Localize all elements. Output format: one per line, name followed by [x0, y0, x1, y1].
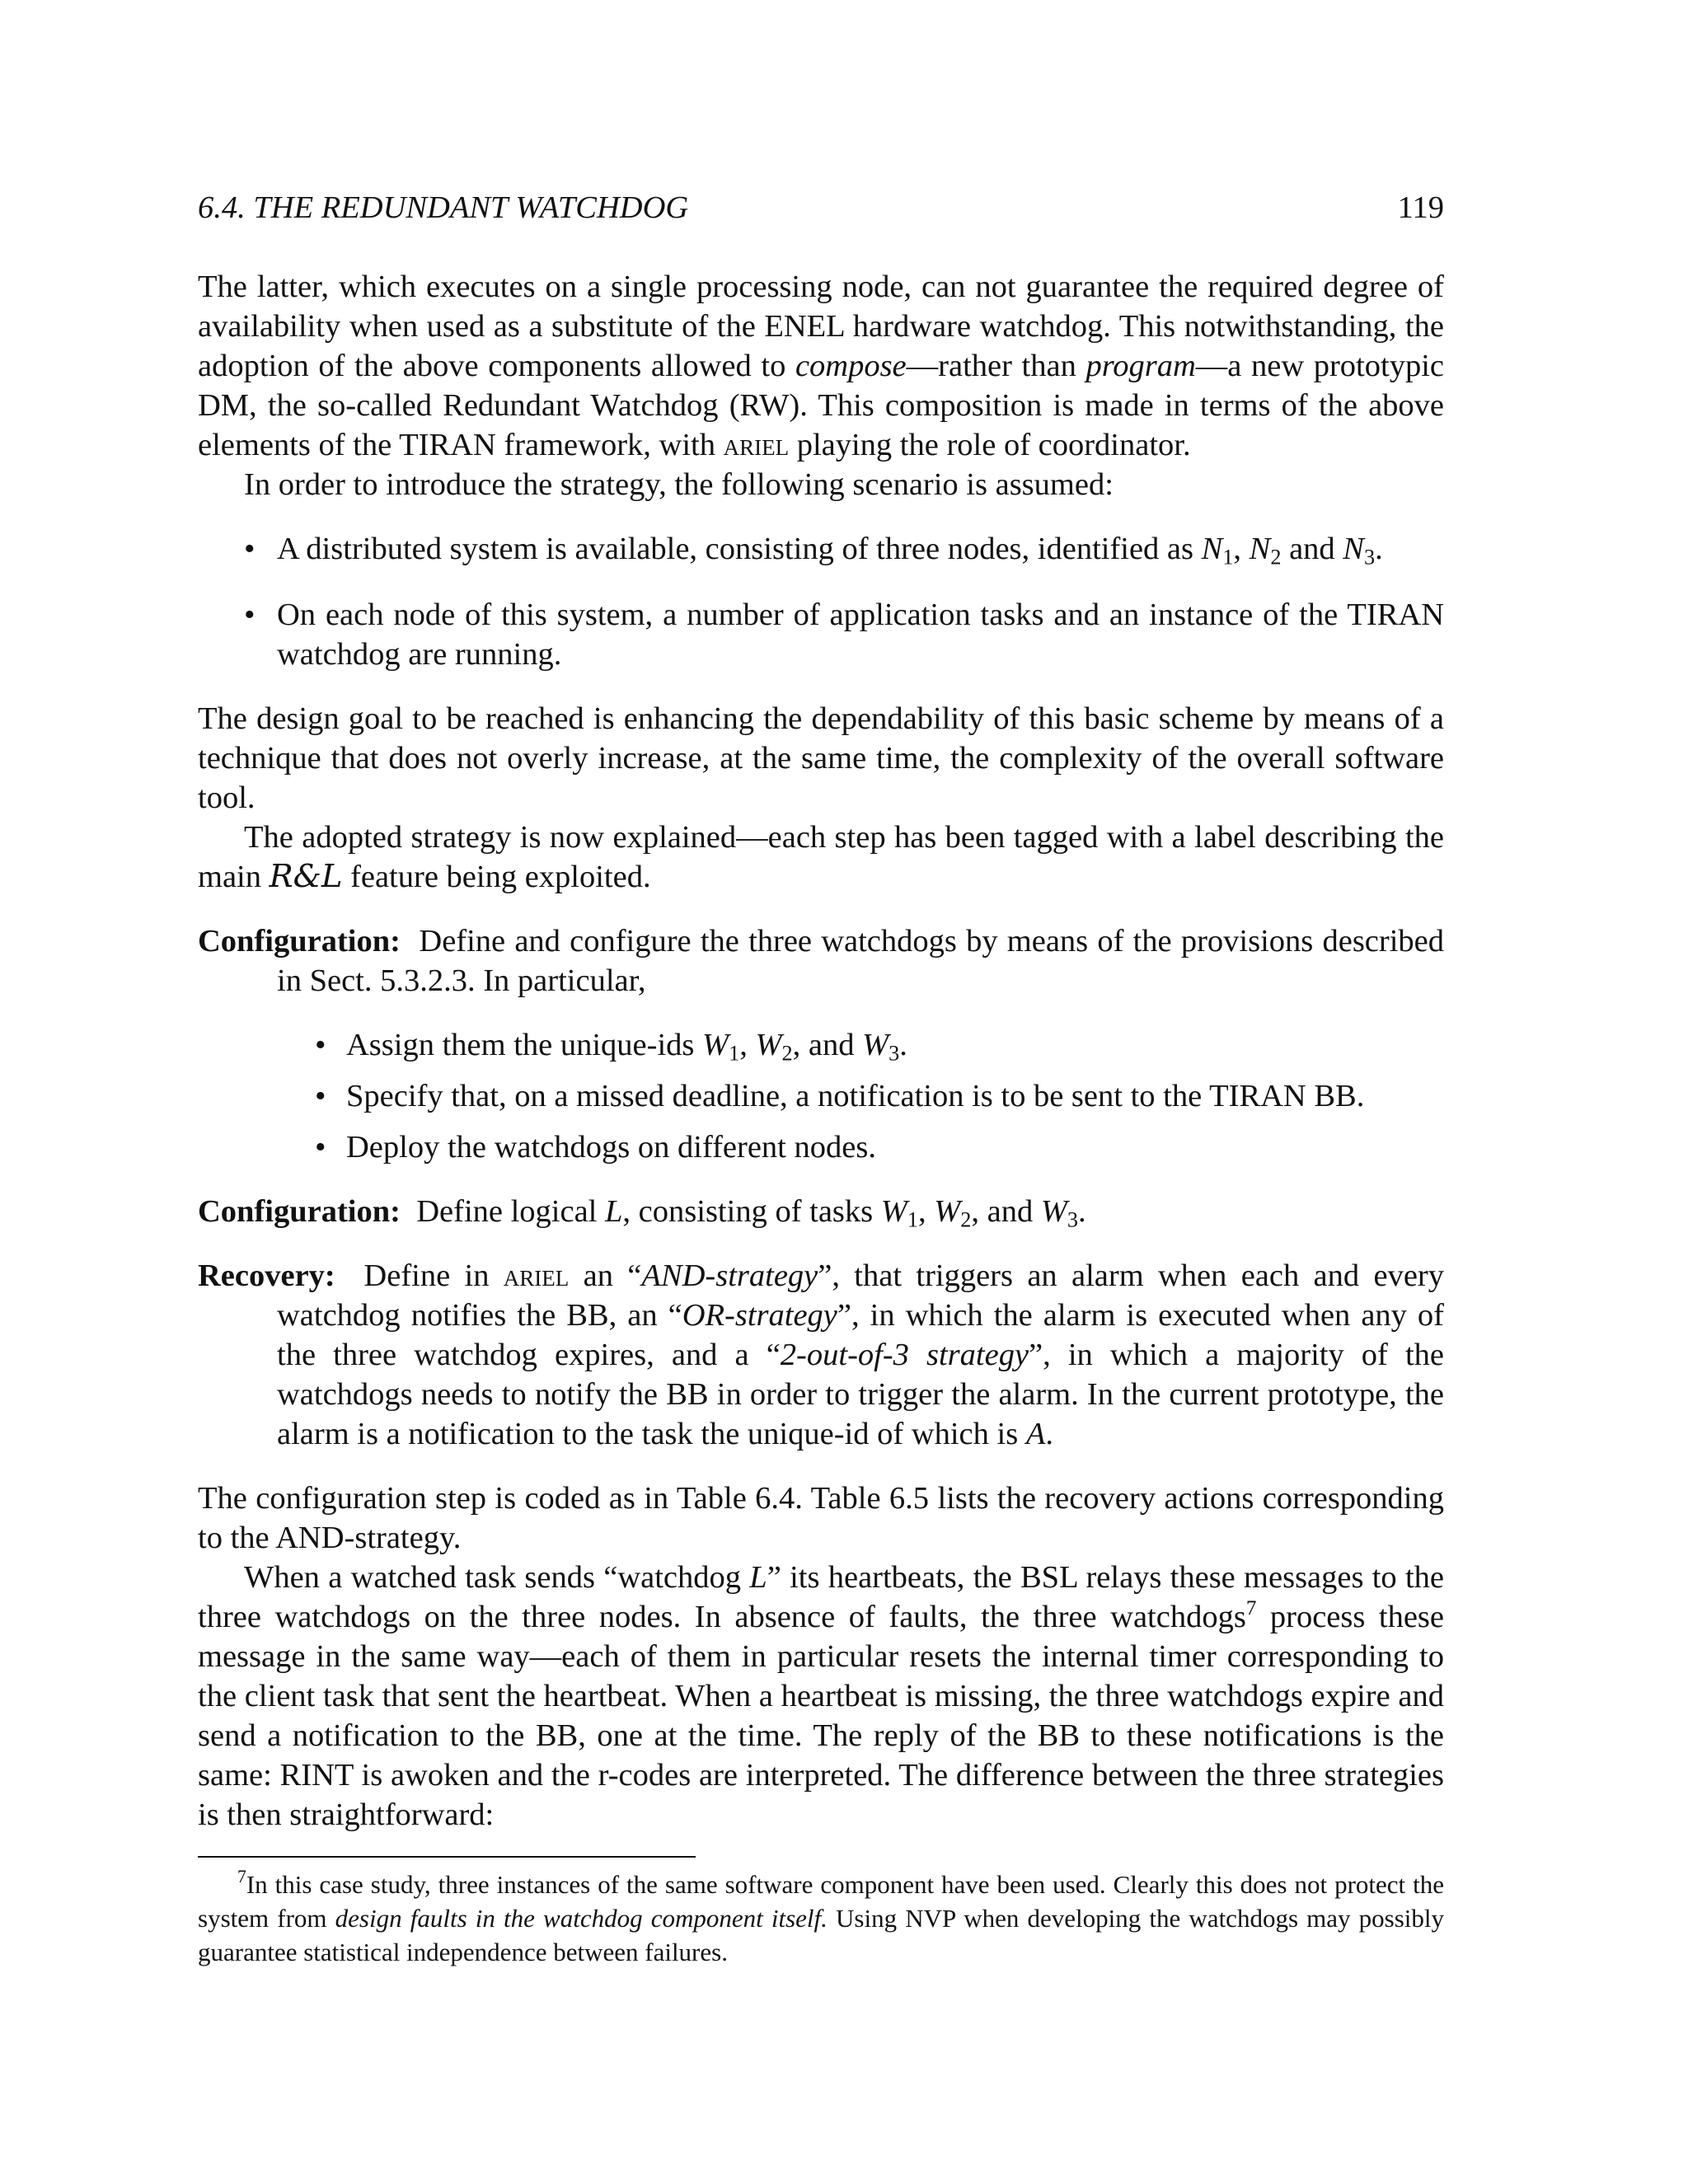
list-item: • Assign them the unique-ids $W_1$, $W_2$, and $W_3$. [198, 1025, 1444, 1065]
paragraph-scenario-intro: In order to introduce the strategy, the following scenario is assumed: [244, 467, 1114, 502]
list-item: • Deploy the watchdogs on different nodes. [198, 1127, 1444, 1167]
footnote-divider [198, 1856, 696, 1858]
page [198, 188, 1444, 1969]
paragraph-intro: The latter, which executes on a single processing node, can not guarantee the required degree of availability when used as a substitute of the ENEL hardware watchdog. This notwithstanding, the adoption of the above components allowed to compose—rather than program—a new prototypic DM, the so-called Redundant Watchdog (RW). This composition is made in terms of the above elements of the TIRAN framework, with ariel playing the role of coordinator. [198, 269, 1444, 462]
configuration-list [198, 1025, 1444, 1167]
paragraph-design-goal: The design goal to be reached is enhancing the dependability of this basic scheme by means of a technique that does not overly increase, at the same time, the complexity of the overall software tool. [198, 701, 1444, 815]
configuration-step-2: Configuration: Define logical L, consisting of tasks $W_1$, $W_2$, and $W_3$. [198, 1194, 1086, 1232]
paragraph-configuration-coded: The configuration step is coded as in Table 6.4. Table 6.5 lists the recovery actions corresponding to the AND-strategy. [198, 1481, 1444, 1555]
running-head [198, 188, 1444, 227]
list-item: • On each node of this system, a number of application tasks and an instance of the TIRAN watchdog are running. [198, 595, 1444, 674]
page-number: 119 [1397, 190, 1444, 225]
list-item: • Specify that, on a missed deadline, a notification is to be sent to the TIRAN BB. [198, 1076, 1444, 1116]
recovery-step: Recovery: Define in ariel an “AND-strategy”, that triggers an alarm when each and every watchdog notifies the BB, an “OR-strategy”, in which the alarm is executed when any of the three watchdog expires, and a “2-out-of-3 strategy”, in which a majority of the watchdogs needs to notify the BB in order to trigger the alarm. In the current prototype, the alarm is a notification to the task the unique-id of which is A. [198, 1258, 1445, 1451]
scenario-list [198, 529, 1444, 674]
footnote-mark[interactable]: 7 [1245, 1597, 1257, 1619]
paragraph-strategy: The adopted strategy is now explained—each step has been tagged with a label describing the main R&L feature being exploited. [198, 820, 1444, 895]
paragraph-heartbeat: When a watched task sends “watchdog L” its heartbeats, the BSL relays these messages to the three watchdogs on the three nodes. In absence of faults, the three watchdogs$^7$ process these message in the same way—each of them in particular resets the internal timer corresponding to the client task that sent the heartbeat. When a heartbeat is missing, the three watchdogs expire and send a notification to the BB, one at the time. The reply of the BB to these notifications is the same: RINT is awoken and the r-codes are interpreted. The difference between the three strategies is then straightforward: [198, 1560, 1444, 1832]
section-title: 6.4. THE REDUNDANT WATCHDOG [198, 190, 689, 225]
footnote: $^7$In this case study, three instances of the same software component have been used. Clearly this does not protect the system from design faults in the watchdog component itself. Using NVP when developing the watchdogs may possibly guarantee statistical independence between failures. [198, 1866, 1445, 1966]
list-item: • A distributed system is available, consisting of three nodes, identified as $N_1$, $N_2$ and $N_3$. [198, 529, 1444, 569]
configuration-step-1: Configuration: Define and configure the three watchdogs by means of the provisions described in Sect. 5.3.2.3. In particular, [198, 924, 1444, 998]
